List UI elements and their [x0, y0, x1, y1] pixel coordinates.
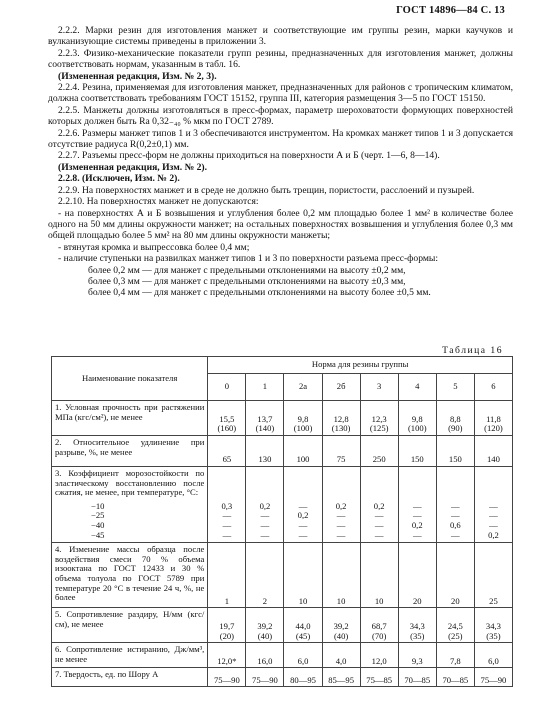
value-cell — [284, 643, 322, 668]
value-cell — [398, 608, 436, 643]
cell-value: 0,2 — [411, 519, 423, 530]
cell-value: (130) — [331, 423, 351, 434]
cell-value: (160) — [217, 423, 237, 434]
cell-value: — — [298, 529, 308, 540]
properties-table — [51, 356, 513, 687]
cell-value: 130 — [258, 454, 272, 465]
page-header: ГОСТ 14896—84 С. 13 — [396, 5, 505, 16]
value-cell — [474, 643, 512, 668]
cell-value: 75—90 — [213, 674, 240, 685]
table-header-row — [52, 357, 513, 374]
group-header-cell: 0 — [208, 374, 246, 401]
table-row — [52, 668, 513, 687]
value-cell — [398, 643, 436, 668]
cell-value: 44,0 — [295, 620, 311, 631]
cell-value: (25) — [448, 630, 463, 641]
value-cell — [208, 436, 246, 467]
cell-value: 9,8 — [411, 413, 423, 424]
value-cell — [284, 543, 322, 608]
cell-value: (45) — [295, 630, 311, 641]
cell-value: 34,3 — [485, 620, 501, 631]
table-row — [52, 543, 513, 608]
list-item: - наличие ступеньки на развилках манжет типов 1 и 3 по поверхности разъема пресс-формы: — [58, 253, 439, 265]
row-name-cell — [52, 608, 208, 643]
value-cell — [208, 467, 246, 543]
row-name-cell — [52, 401, 208, 436]
cell-value: (40) — [257, 630, 273, 641]
value-cell — [208, 543, 246, 608]
cell-value: 4,0 — [335, 655, 347, 666]
cell-value: — — [412, 510, 422, 521]
value-cell — [322, 643, 360, 668]
column-header-name: Наименование показателя — [52, 357, 208, 401]
value-cell — [284, 436, 322, 467]
value-cell — [474, 668, 512, 687]
value-cell — [436, 643, 474, 668]
cell-value: 9,8 — [297, 413, 309, 424]
amendment-note: 2.2.8. (Исключен, Изм. № 2). — [58, 173, 180, 185]
value-cell — [474, 543, 512, 608]
value-cell — [398, 467, 436, 543]
cell-value: (125) — [369, 423, 389, 434]
value-cell — [322, 668, 360, 687]
value-cell — [436, 401, 474, 436]
cell-value: 0,2 — [373, 500, 385, 511]
cell-value: 39,2 — [257, 620, 273, 631]
cell-value: 15,5 — [219, 413, 235, 424]
value-cell — [284, 608, 322, 643]
cell-value: 0,3 — [221, 500, 233, 511]
row-name-cell — [52, 643, 208, 668]
paragraph: 2.2.4. Резина, применяемая для изготовления манжет, предназначенных для районов с тропическим климатом, должна соответствовать требованиям ГОСТ 15152, группа III, категория размещения 3—5 по ГОСТ 15150. — [48, 82, 513, 105]
value-cell — [360, 467, 398, 543]
cell-value: 65 — [222, 454, 232, 465]
row-name-cell — [52, 436, 208, 467]
value-cell — [208, 643, 246, 668]
cell-value: (140) — [255, 423, 275, 434]
cell-value: 39,2 — [333, 620, 349, 631]
paragraph: 2.2.3. Физико-механические показатели групп резины, предназначенных для изготовления манжет, должны соответствовать нормам, указанным в табл. 16. — [48, 47, 513, 71]
cell-value: — — [489, 500, 498, 511]
row-name: 6. Сопротивление истиранию, Дж/мм³, не менее — [55, 644, 205, 664]
sub-list-item: более 0,2 мм — для манжет с предельными отклонениями на высоту ±0,2 мм, — [88, 264, 406, 276]
value-cell — [284, 401, 322, 436]
cell-value: — — [412, 529, 422, 540]
cell-value: 85—95 — [328, 674, 354, 685]
value-cell — [246, 436, 284, 467]
sub-list-item: более 0,3 мм — для манжет с предельными отклонениями на высоту ±0,3 мм, — [88, 275, 406, 287]
body-text — [48, 25, 513, 299]
paragraph: 2.2.9. На поверхностях манжет и в среде не должно быть трещин, пористости, расслоений и пузырей. — [58, 184, 475, 196]
amendment-note: (Измененная редакция, Изм. № 2). — [58, 161, 208, 173]
value-cell — [284, 668, 322, 687]
cell-value: — — [412, 500, 422, 511]
cell-value: 75 — [336, 454, 346, 465]
list-item: - втянутая кромка и выпрессовка более 0,4 мм; — [58, 241, 250, 253]
cell-value: 0,6 — [449, 519, 461, 530]
value-cell — [208, 668, 246, 687]
cell-value: 12,3 — [371, 413, 387, 424]
row-name: 4. Изменение массы образца после воздействия смеси 70 % объема изооктана по ГОСТ 12433 и 30 % объема толуола по ГОСТ 5789 при температуре 20 °С в течение 24 ч, %, не более — [55, 544, 205, 603]
group-header-cell: 1 — [246, 374, 284, 401]
value-cell — [474, 401, 512, 436]
cell-value: 70—85 — [404, 674, 431, 685]
cell-value: — — [260, 510, 270, 521]
value-cell — [398, 401, 436, 436]
cell-value: 12,8 — [333, 413, 349, 424]
cell-value: 75—90 — [252, 674, 278, 685]
group-header-cell: 2б — [322, 374, 360, 401]
cell-value: 20 — [451, 595, 460, 606]
value-cell — [436, 668, 474, 687]
cell-value: (40) — [333, 630, 349, 641]
value-cell — [436, 608, 474, 643]
cell-value: 0,2 — [335, 500, 347, 511]
table-row — [52, 608, 513, 643]
cell-value: — — [489, 510, 498, 521]
cell-value: 11,8 — [486, 413, 501, 424]
cell-value: 12,0* — [217, 655, 237, 666]
paragraph: 2.2.10. На поверхностях манжет не допускаются: — [58, 196, 259, 208]
value-cell — [322, 436, 360, 467]
value-cell — [360, 668, 398, 687]
cell-value: 24,5 — [447, 620, 463, 631]
value-cell — [398, 436, 436, 467]
cell-value: 75—90 — [480, 674, 507, 685]
row-name-cell — [52, 543, 208, 608]
cell-value: 20 — [412, 595, 422, 606]
table-row — [52, 436, 513, 467]
cell-value: 0,2 — [297, 510, 309, 521]
value-cell — [246, 401, 284, 436]
cell-value: 150 — [448, 454, 462, 465]
cell-value: 9,3 — [411, 655, 423, 666]
cell-value: (20) — [219, 630, 235, 641]
cell-value: 10 — [298, 595, 308, 606]
value-cell — [360, 401, 398, 436]
cell-value: — — [260, 529, 270, 540]
cell-value: 0,2 — [488, 529, 499, 540]
cell-value: 140 — [486, 454, 500, 465]
cell-value: 80—95 — [290, 674, 316, 685]
cell-value: 12,0 — [371, 655, 387, 666]
table-body — [52, 401, 513, 687]
cell-value: — — [298, 500, 308, 511]
table-row — [52, 467, 513, 543]
cell-value: 16,0 — [257, 655, 273, 666]
value-cell — [436, 467, 474, 543]
temperature-label: −40 — [91, 519, 105, 530]
cell-value: (35) — [410, 630, 425, 641]
cell-value: — — [374, 529, 384, 540]
value-cell — [474, 436, 512, 467]
cell-value: 0,2 — [259, 500, 271, 511]
temperature-label: −45 — [91, 529, 105, 540]
cell-value: — — [374, 519, 384, 530]
row-name: 7. Твердость, ед. по Шору А — [55, 669, 159, 680]
value-cell — [246, 643, 284, 668]
group-header-cell: 4 — [398, 374, 436, 401]
group-header-cell: 2а — [284, 374, 322, 401]
cell-value: (35) — [486, 630, 501, 641]
cell-value: — — [451, 510, 460, 521]
table-label: Таблица 16 — [442, 345, 503, 356]
row-name: 5. Сопротивление раздиру, Н/мм (кгс/см), не менее — [55, 609, 205, 629]
cell-value: — — [336, 529, 346, 540]
row-name: 2. Относительное удлинение при разрыве, %, не менее — [55, 437, 205, 457]
value-cell — [322, 543, 360, 608]
group-header-cell: 6 — [474, 374, 512, 401]
value-cell — [436, 543, 474, 608]
table-row — [52, 401, 513, 436]
list-item: - на поверхностях А и Б возвышения и углубления более 0,2 мм площадью более 1 мм² в количестве более одного на 50 мм длины окружности манжет; на остальных поверхностях возвышения и углубления более 0,3 мм общей площадью более 5 мм² на 80 мм длины окружности манжеты; — [48, 207, 513, 242]
cell-value: 68,7 — [371, 620, 387, 631]
cell-value: 6,0 — [488, 655, 499, 666]
value-cell — [474, 608, 512, 643]
value-cell — [474, 467, 512, 543]
value-cell — [246, 543, 284, 608]
cell-value: 19,7 — [219, 620, 235, 631]
cell-value: 7,8 — [449, 655, 461, 666]
cell-value: 2 — [262, 595, 268, 606]
cell-value: (100) — [407, 423, 427, 434]
value-cell — [284, 467, 322, 543]
group-header-cell: 3 — [360, 374, 398, 401]
cell-value: — — [451, 500, 460, 511]
value-cell — [208, 401, 246, 436]
cell-value: — — [451, 529, 460, 540]
cell-value: — — [222, 529, 232, 540]
cell-value: 10 — [336, 595, 346, 606]
cell-value: (100) — [293, 423, 313, 434]
cell-value: — — [222, 519, 232, 530]
cell-value: 1 — [224, 595, 230, 606]
cell-value: — — [336, 510, 346, 521]
cell-value: 13,7 — [257, 413, 273, 424]
value-cell — [246, 608, 284, 643]
cell-value: — — [222, 510, 232, 521]
value-cell — [322, 467, 360, 543]
value-cell — [208, 608, 246, 643]
cell-value: 10 — [374, 595, 384, 606]
cell-value: (70) — [372, 630, 387, 641]
cell-value: 25 — [489, 595, 498, 606]
cell-value: — — [336, 519, 346, 530]
value-cell — [360, 543, 398, 608]
paragraph: 2.2.6. Размеры манжет типов 1 и 3 обеспечиваются инструментом. На кромках манжет типов 1 и 3 допускается отсутствие радиуса R(0,2±0,1) мм. — [48, 127, 513, 151]
cell-value: 100 — [296, 454, 310, 465]
value-cell — [246, 467, 284, 543]
column-header-group: Норма для резины группы — [208, 357, 513, 374]
value-cell — [322, 608, 360, 643]
value-cell — [436, 436, 474, 467]
value-cell — [322, 401, 360, 436]
cell-value: — — [260, 519, 270, 530]
group-header-cell: 5 — [436, 374, 474, 401]
amendment-note: (Измененная редакция, Изм. № 2, 3). — [58, 70, 217, 82]
paragraph: 2.2.5. Манжеты должны изготовляться в пресс-формах, параметр шероховатости формующих поверхностей которых должен быть Ra 0,32₋₄₀ % мкм по ГОСТ 2789. — [48, 104, 513, 128]
cell-value: 75—85 — [366, 674, 393, 685]
cell-value: 8,8 — [449, 413, 461, 424]
cell-value: 6,0 — [297, 655, 309, 666]
cell-value: — — [298, 519, 308, 530]
row-name-cell — [52, 467, 208, 543]
cell-value: 250 — [372, 454, 386, 465]
cell-value: 70—85 — [442, 674, 469, 685]
paragraph: 2.2.7. Разъемы пресс-форм не должны приходиться на поверхности А и Б (черт. 1—6, 8—14). — [58, 150, 440, 162]
cell-value: — — [489, 519, 498, 530]
row-name: 3. Коэффициент морозостойкости по эластическому восстановлению после сжатия, не менее, при температуре, °С: — [55, 468, 205, 498]
cell-value: 150 — [410, 454, 424, 465]
cell-value: (120) — [484, 423, 503, 434]
value-cell — [360, 436, 398, 467]
value-cell — [398, 543, 436, 608]
value-cell — [246, 668, 284, 687]
row-name: 1. Условная прочность при растяжении МПа (кгс/см²), не менее — [55, 402, 205, 422]
row-name-cell — [52, 668, 208, 687]
cell-value: 34,3 — [409, 620, 425, 631]
paragraph: 2.2.2. Марки резин для изготовления манжет и соответствующие им группы резин, марки каучуков и вулканизующие системы приведены в приложении 3. — [48, 25, 513, 48]
value-cell — [360, 608, 398, 643]
temperature-label: −10 — [91, 500, 105, 511]
sub-list-item: более 0,4 мм — для манжет с предельными отклонениями на высоту более ±0,5 мм. — [88, 287, 431, 299]
cell-value: — — [374, 510, 384, 521]
temperature-label: −25 — [91, 510, 105, 521]
cell-value: (90) — [448, 423, 463, 434]
table-row — [52, 643, 513, 668]
value-cell — [398, 668, 436, 687]
value-cell — [360, 643, 398, 668]
